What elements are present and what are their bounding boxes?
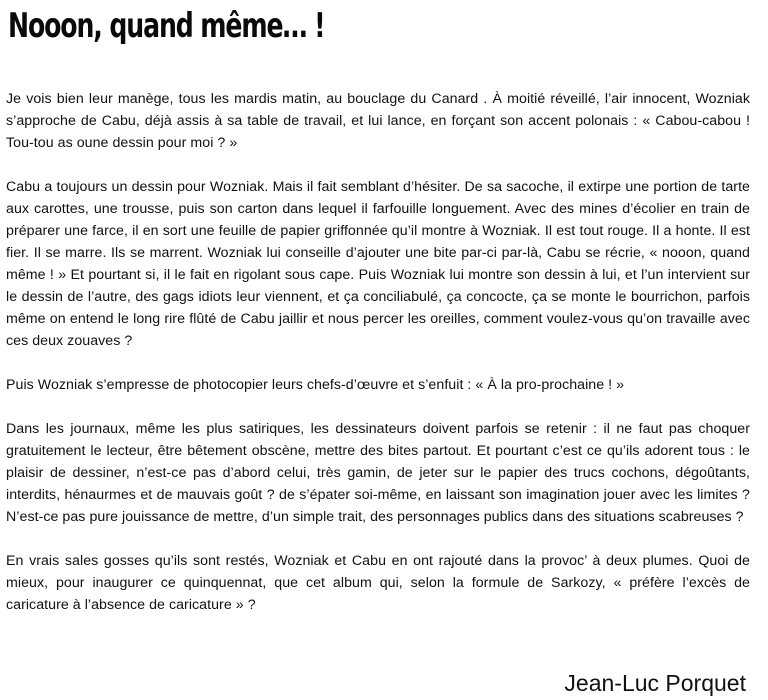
paragraph: En vrais sales gosses qu’ils sont restés, Wozniak et Cabu en ont rajouté dans la provoc’ à deux plumes. Quoi de mieux, pour inaugurer ce quinquennat, que cet album qui, selon la formule de Sarkozy, « préfère l’excès de caricature à l’absence de caricature » ?	[6, 553, 750, 613]
paragraph: Je vois bien leur manège, tous les mardis matin, au bouclage du Canard . À moitié réveillé, l’air innocent, Wozniak s’approche de Cabu, déjà assis à sa table de travail, et lui lance, en forçant son accent polonais : « Cabou-cabou ! Tou-tou as oune dessin pour moi ? »	[6, 91, 750, 151]
author-signature: Jean-Luc Porquet	[564, 670, 746, 696]
paragraph: Dans les journaux, même les plus satiriques, les dessinateurs doivent parfois se retenir : il ne faut pas choquer gratuitement le lecteur, être bêtement obscène, mettre des bites partout. Et pourtant c’est ce qu’ils adorent tous : le plaisir de dessiner, n’est-ce pas d’abord celui, très gamin, de jeter sur le papier des trucs cochons, dégoûtants, interdits, hénaurmes et de mauvais goût ? de s’épater soi-même, en laissant son imagination jouer avec les limites ? N’est-ce pas pure jouissance de mettre, d’un simple trait, des personnages publics dans des situations scabreuses ?	[6, 421, 750, 525]
paragraph: Puis Wozniak s’empresse de photocopier leurs chefs-d’œuvre et s’enfuit : « À la pro-prochaine ! »	[6, 377, 625, 393]
page-title: Nooon, quand même… !	[8, 6, 325, 46]
paragraph: Cabu a toujours un dessin pour Wozniak. Mais il fait semblant d’hésiter. De sa sacoche, il extirpe une portion de tarte aux carottes, une trousse, puis son carton dans lequel il farfouille longuement. Avec des mines d’écolier en train de préparer une farce, il en sort une feuille de papier griffonnée qu’il montre à Wozniak. Il est tout rouge. Il a honte. Il est fier. Il se marre. Ils se marrent. Wozniak lui conseille d’ajouter une bite par-ci par-là, Cabu se récrie, « nooon, quand même ! » Et pourtant si, il le fait en rigolant sous cape. Puis Wozniak lui montre son dessin à lui, et l’un intervient sur le dessin de l’autre, des gags idiots leur viennent, et ça conciliabulé, ça concocte, ça se monte le bourrichon, parfois même on entend le long rire flûté de Cabu jaillir et nous percer les oreilles, comment voulez-vous qu’on travaille avec ces deux zouaves ?	[6, 179, 750, 349]
article-body	[6, 88, 750, 638]
